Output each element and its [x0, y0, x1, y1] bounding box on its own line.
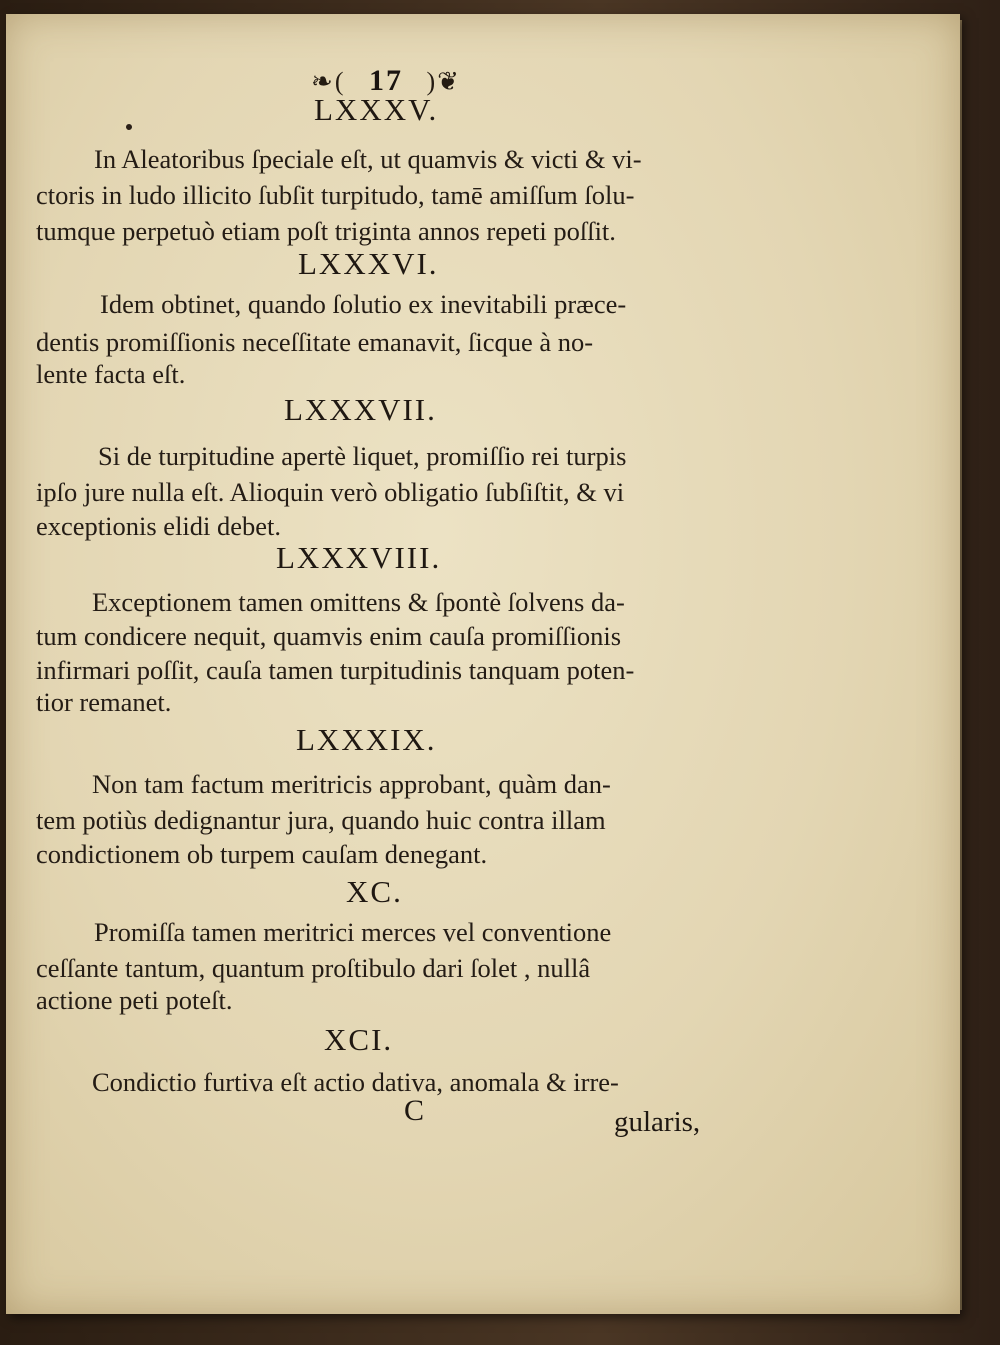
page-number: 17 — [369, 64, 403, 97]
text-line: lente facta eſt. — [36, 359, 186, 389]
section-heading: LXXXVII. — [284, 392, 437, 427]
text-line: dentis promiſſionis neceſſitate emanavit, ſicque à no- — [36, 327, 594, 357]
text-line: Condictio furtiva eſt actio dativa, anomala & irre- — [92, 1067, 619, 1097]
text-line: ipſo jure nulla eſt. Alioquin verò obligatio ſubſiſtit, & vi — [36, 477, 625, 507]
text-line: Idem obtinet, quando ſolutio ex inevitabili præce- — [100, 289, 627, 319]
section-heading: LXXXIX. — [296, 722, 437, 757]
text-line: In Aleatoribus ſpeciale eſt, ut quamvis & victi & vi- — [94, 144, 642, 174]
text-line: condictionem ob turpem cauſam denegant. — [36, 839, 488, 869]
text-line: Exceptionem tamen omittens & ſpontè ſolvens da- — [92, 587, 625, 617]
text-line: infirmari poſſit, cauſa tamen turpitudinis tanquam poten- — [36, 655, 635, 685]
section-heading: LXXXVI. — [298, 246, 439, 281]
text-line: ctoris in ludo illicito ſubſit turpitudo, tamē amiſſum ſolu- — [36, 180, 635, 210]
section-heading: XCI. — [324, 1022, 394, 1057]
ink-dot — [126, 124, 132, 130]
book-page — [6, 14, 960, 1314]
ornament-right: )❦ — [426, 67, 461, 96]
text-line: actione peti poteſt. — [36, 985, 233, 1015]
text-line: tem potiùs dedignantur jura, quando huic contra illam — [36, 805, 606, 835]
text-line: tumque perpetuò etiam poſt triginta annos repeti poſſit. — [36, 216, 616, 246]
section-heading: XC. — [346, 874, 403, 909]
section-heading: LXXXV. — [314, 92, 439, 127]
text-line: tior remanet. — [36, 687, 172, 717]
signature-mark: C — [404, 1094, 425, 1127]
text-line: tum condicere nequit, quamvis enim cauſa promiſſionis — [36, 621, 622, 651]
text-line: Promiſſa tamen meritrici merces vel conventione — [94, 917, 612, 947]
catchword: gularis, — [614, 1106, 701, 1138]
ornament-left: ❧( — [311, 67, 346, 96]
text-line: Non tam factum meritricis approbant, quàm dan- — [92, 769, 611, 799]
text-line: Si de turpitudine apertè liquet, promiſſio rei turpis — [98, 441, 627, 471]
text-line: ceſſante tantum, quantum proſtibulo dari ſolet , nullâ — [36, 953, 591, 983]
text-line: exceptionis elidi debet. — [36, 511, 282, 541]
section-heading: LXXXVIII. — [276, 540, 442, 575]
